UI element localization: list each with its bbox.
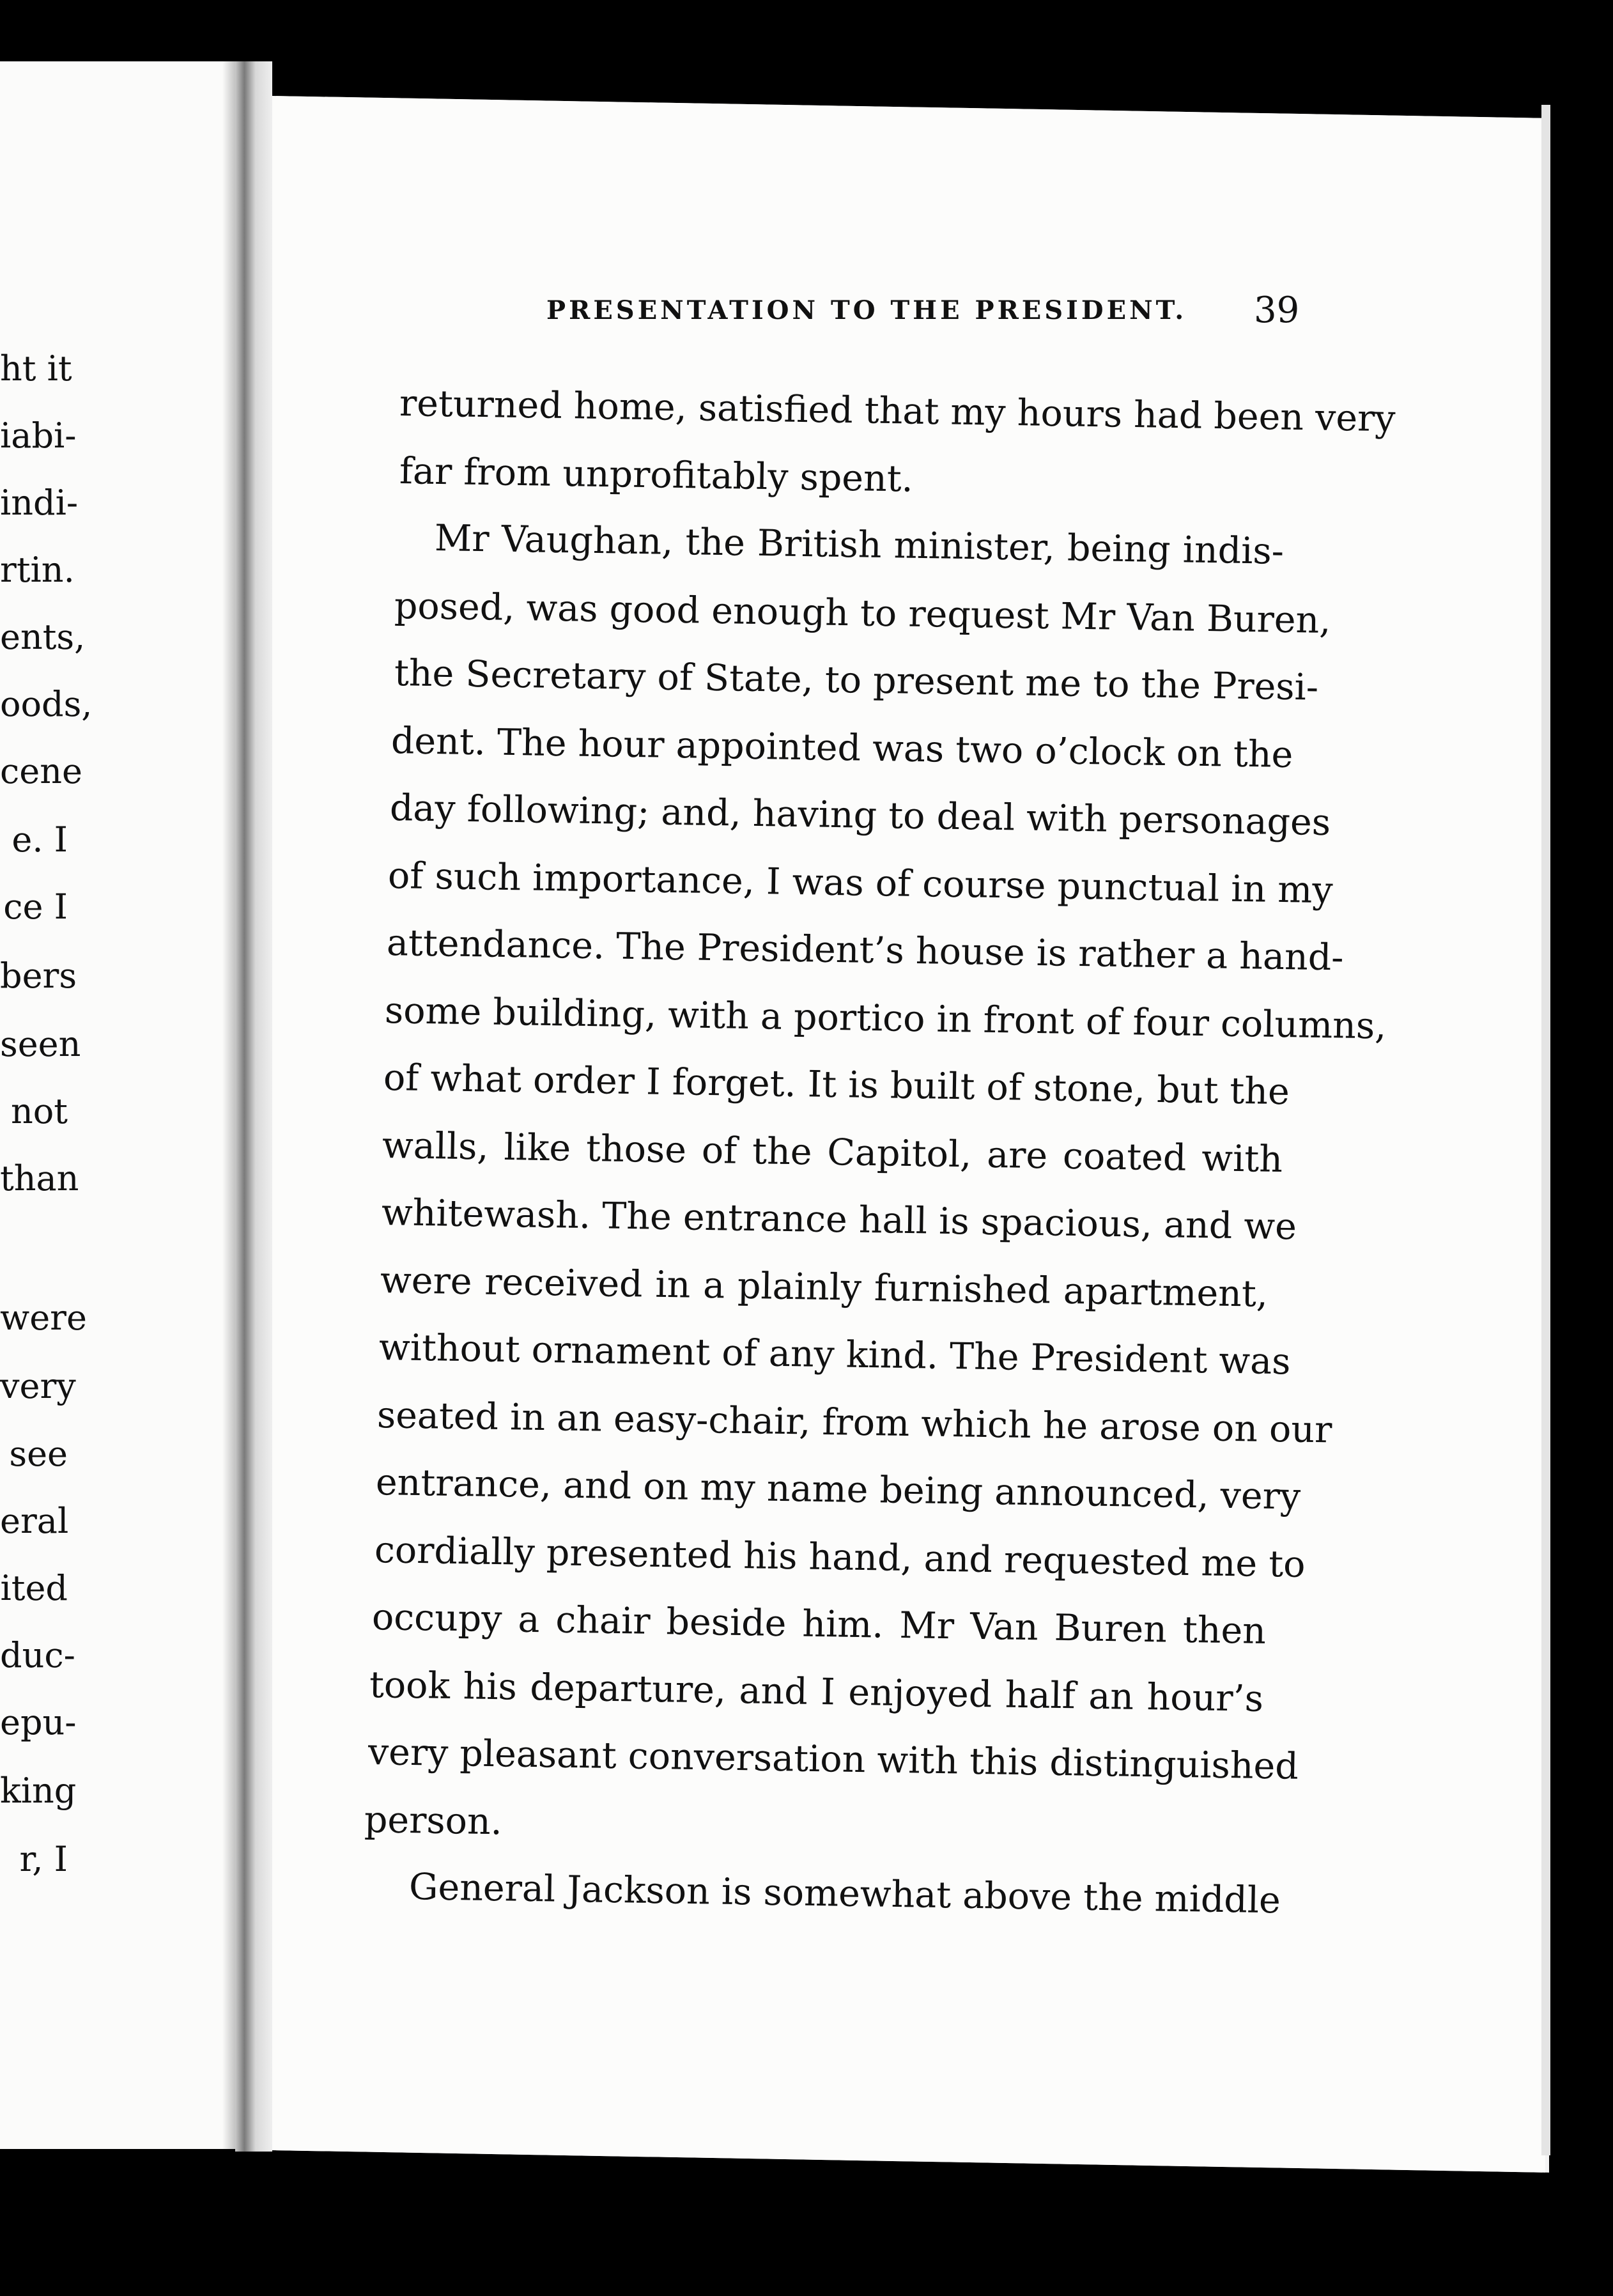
book-gutter bbox=[235, 61, 272, 2152]
previous-page-line: bers bbox=[0, 956, 77, 996]
previous-page-line: than bbox=[0, 1158, 79, 1198]
previous-page bbox=[0, 61, 235, 2149]
previous-page-line: oods, bbox=[0, 684, 93, 724]
text-line: posed, was good enough to request Mr Van Buren, bbox=[394, 584, 1331, 642]
previous-page-line: indi- bbox=[0, 483, 79, 523]
page-edge bbox=[1541, 105, 1550, 2155]
text-line: General Jackson is somewhat above the middle bbox=[408, 1866, 1281, 1922]
previous-page-line: ited bbox=[0, 1568, 68, 1608]
previous-page-line: ht it bbox=[0, 348, 72, 389]
text-line: walls, like those of the Capitol, are coated with bbox=[382, 1124, 1283, 1181]
text-line: day following; and, having to deal with personages bbox=[389, 787, 1331, 844]
text-line: occupy a chair beside him. Mr Van Buren then bbox=[371, 1596, 1267, 1652]
text-line: returned home, satisfied that my hours had been very bbox=[399, 382, 1396, 440]
text-line: person. bbox=[364, 1798, 503, 1843]
previous-page-line: king bbox=[0, 1771, 77, 1811]
text-line: seated in an easy-chair, from which he arose on our bbox=[376, 1393, 1332, 1451]
previous-page-line: r, I bbox=[19, 1839, 68, 1879]
previous-page-line: ce I bbox=[3, 887, 68, 927]
text-line: took his departure, and I enjoyed half an hour’s bbox=[369, 1663, 1264, 1720]
page-number: 39 bbox=[1254, 290, 1300, 331]
text-line: far from unprofitably spent. bbox=[399, 449, 914, 500]
previous-page-line: were bbox=[0, 1298, 87, 1338]
text-line: of such importance, I was of course punctual in my bbox=[387, 854, 1334, 911]
previous-page-line: ents, bbox=[0, 617, 86, 657]
text-line: Mr Vaughan, the British minister, being indis- bbox=[434, 517, 1285, 573]
text-line: some building, with a portico in front of four columns, bbox=[384, 989, 1387, 1048]
previous-page-line: epu- bbox=[0, 1702, 77, 1742]
previous-page-line: see bbox=[9, 1434, 68, 1474]
text-line: of what order I forget. It is built of stone, but the bbox=[383, 1057, 1290, 1113]
text-line: entrance, and on my name being announced, very bbox=[375, 1461, 1301, 1518]
previous-page-line: rtin. bbox=[0, 550, 75, 590]
text-line: whitewash. The entrance hall is spacious, and we bbox=[381, 1191, 1297, 1248]
previous-page-line: seen bbox=[0, 1024, 81, 1064]
text-line: dent. The hour appointed was two o’clock on the bbox=[390, 719, 1293, 776]
previous-page-line: iabi- bbox=[0, 415, 77, 456]
running-head: PRESENTATION TO THE PRESIDENT. bbox=[546, 295, 1187, 325]
previous-page-line: not bbox=[11, 1091, 68, 1131]
previous-page-line: eral bbox=[0, 1501, 69, 1541]
previous-page-line: very bbox=[0, 1366, 76, 1406]
text-line: cordially presented his hand, and requested me to bbox=[374, 1528, 1306, 1586]
previous-page-line: duc- bbox=[0, 1635, 75, 1675]
previous-page-line: cene bbox=[0, 751, 82, 791]
text-line: attendance. The President’s house is rather a hand- bbox=[386, 922, 1345, 979]
previous-page-line: e. I bbox=[12, 819, 68, 860]
text-line: very pleasant conversation with this distinguished bbox=[367, 1731, 1299, 1788]
text-line: without ornament of any kind. The President was bbox=[378, 1326, 1291, 1383]
text-line: the Secretary of State, to present me to the Presi- bbox=[394, 652, 1319, 709]
gutter-shadow bbox=[222, 61, 236, 2149]
text-line: were received in a plainly furnished apartment, bbox=[380, 1259, 1269, 1315]
